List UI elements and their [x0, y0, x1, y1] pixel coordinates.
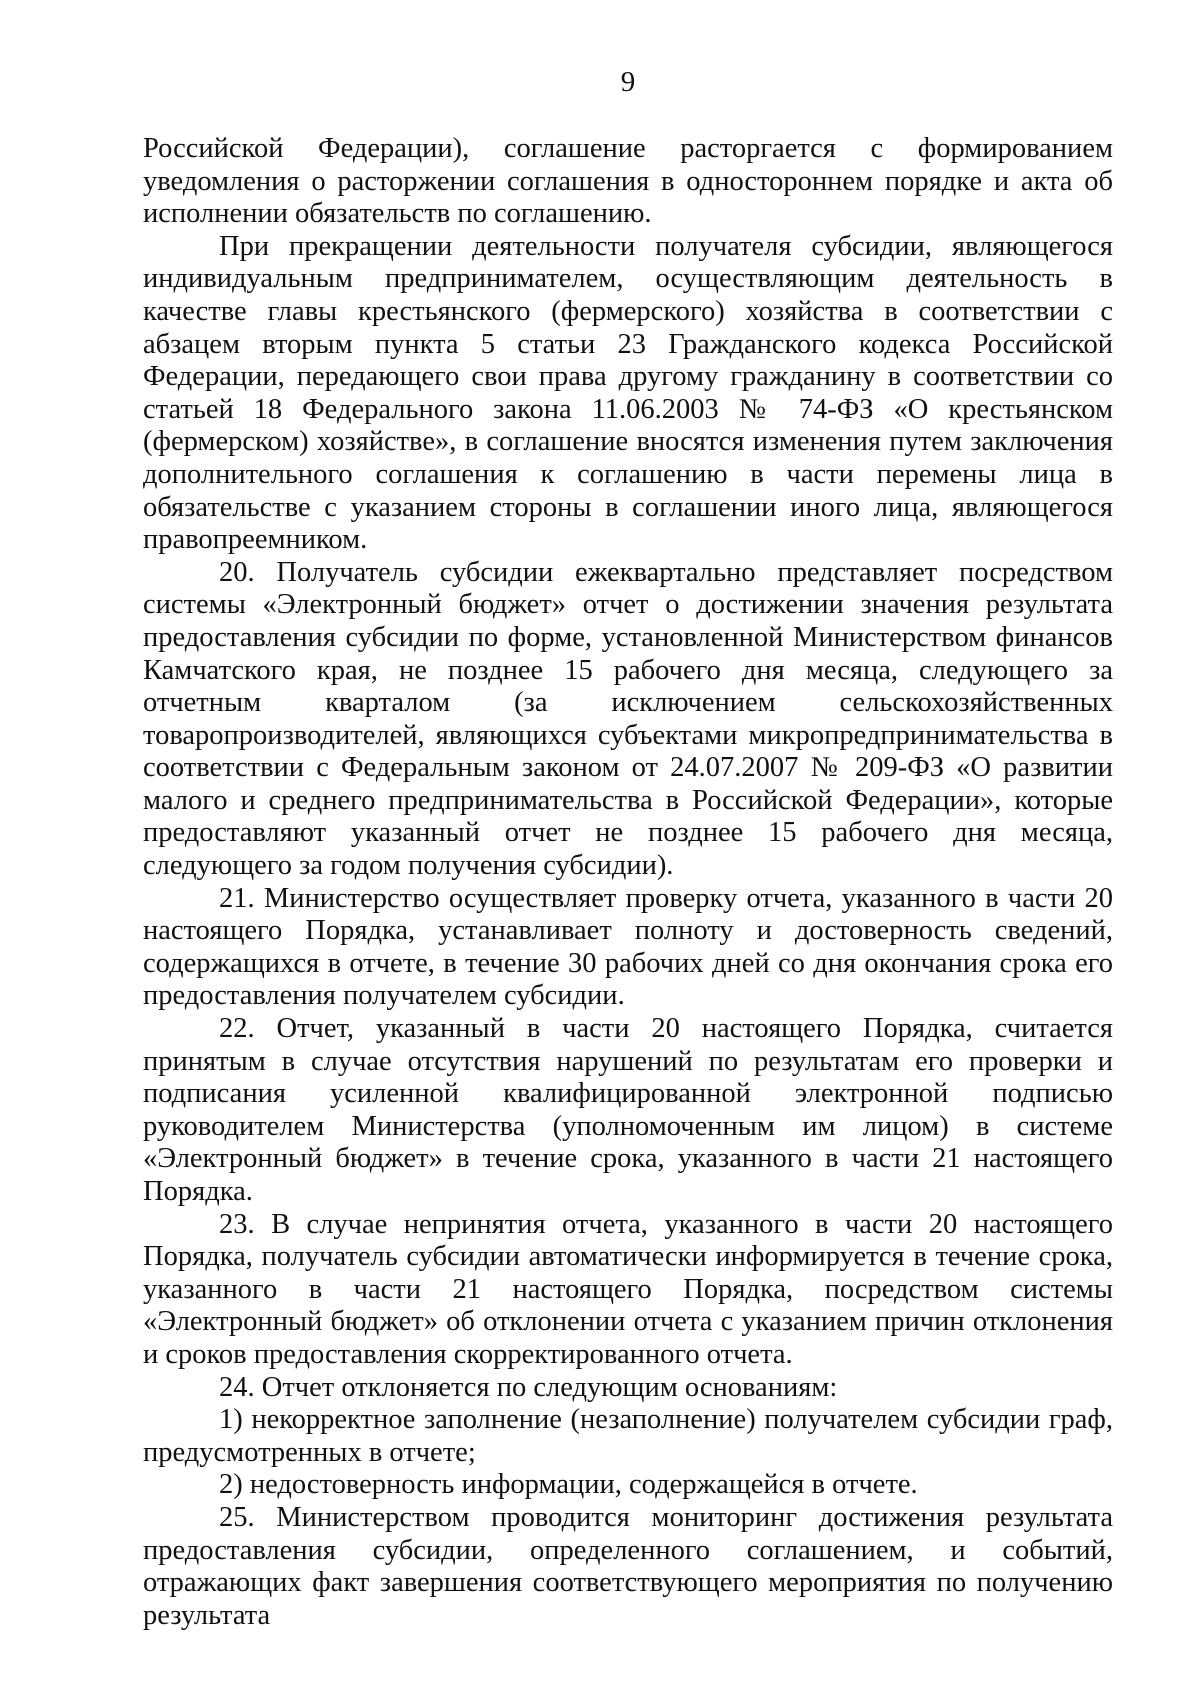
paragraph-section-25: 25. Министерством проводится мониторинг достижения результата предоставления субсидии, определенного соглашением, и событий, отражающих факт завершения соответствующего мероприятия по получению результата — [143, 1501, 1113, 1631]
paragraph-continuation: Российской Федерации), соглашение расторгается с формированием уведомления о расторжении соглашения в одностороннем порядке и акта об исполнении обязательств по соглашению. — [143, 133, 1113, 230]
paragraph-section-20: 20. Получатель субсидии ежеквартально представляет посредством системы «Электронный бюджет» отчет о достижении значения результата предоставления субсидии по форме, установленной Министерством финансов Камчатского края, не позднее 15 рабочего дня месяца, следующего за отчетным кварталом (за исключением сельскохозяйственных товаропроизводителей, являющихся субъектами микропредпринимательства в соответствии с Федеральным законом от 24.07.2007 № 209-ФЗ «О развитии малого и среднего предпринимательства в Российской Федерации», которые предоставляют указанный отчет не позднее 15 рабочего дня месяца, следующего за годом получения субсидии). — [143, 556, 1113, 882]
document-page — [143, 0, 1113, 1697]
paragraph-section-21: 21. Министерство осуществляет проверку отчета, указанного в части 20 настоящего Порядка, устанавливает полноту и достоверность сведений, содержащихся в отчете, в течение 30 рабочих дней со дня окончания срока его предоставления получателем субсидии. — [143, 882, 1113, 1012]
paragraph-farm-termination: При прекращении деятельности получателя субсидии, являющегося индивидуальным предпринимателем, осуществляющим деятельность в качестве главы крестьянского (фермерского) хозяйства в соответствии с абзацем вторым пункта 5 статьи 23 Гражданского кодекса Российской Федерации, передающего свои права другому гражданину в соответствии со статьей 18 Федерального закона 11.06.2003 № 74-ФЗ «О крестьянском (фермерском) хозяйстве», в соглашение вносятся изменения путем заключения дополнительного соглашения к соглашению в части перемены лица в обязательстве с указанием стороны в соглашении иного лица, являющегося правопреемником. — [143, 230, 1113, 556]
list-item-1: 1) некорректное заполнение (незаполнение) получателем субсидии граф, предусмотренных в отчете; — [143, 1404, 1113, 1468]
paragraph-section-24: 24. Отчет отклоняется по следующим основаниям: — [219, 1371, 838, 1403]
paragraph-section-23: 23. В случае непринятия отчета, указанного в части 20 настоящего Порядка, получатель субсидии автоматически информируется в течение срока, указанного в части 21 настоящего Порядка, посредством системы «Электронный бюджет» об отклонении отчета с указанием причин отклонения и сроков предоставления скорректированного отчета. — [143, 1208, 1113, 1370]
document-body — [143, 133, 1113, 1632]
page-number: 9 — [620, 66, 636, 98]
paragraph-section-22: 22. Отчет, указанный в части 20 настоящего Порядка, считается принятым в случае отсутствия нарушений по результатам его проверки и подписания усиленной квалифицированной электронной подписью руководителем Министерства (уполномоченным им лицом) в системе «Электронный бюджет» в течение срока, указанного в части 21 настоящего Порядка. — [143, 1013, 1113, 1207]
list-item-2: 2) недостоверность информации, содержащейся в отчете. — [219, 1469, 918, 1501]
